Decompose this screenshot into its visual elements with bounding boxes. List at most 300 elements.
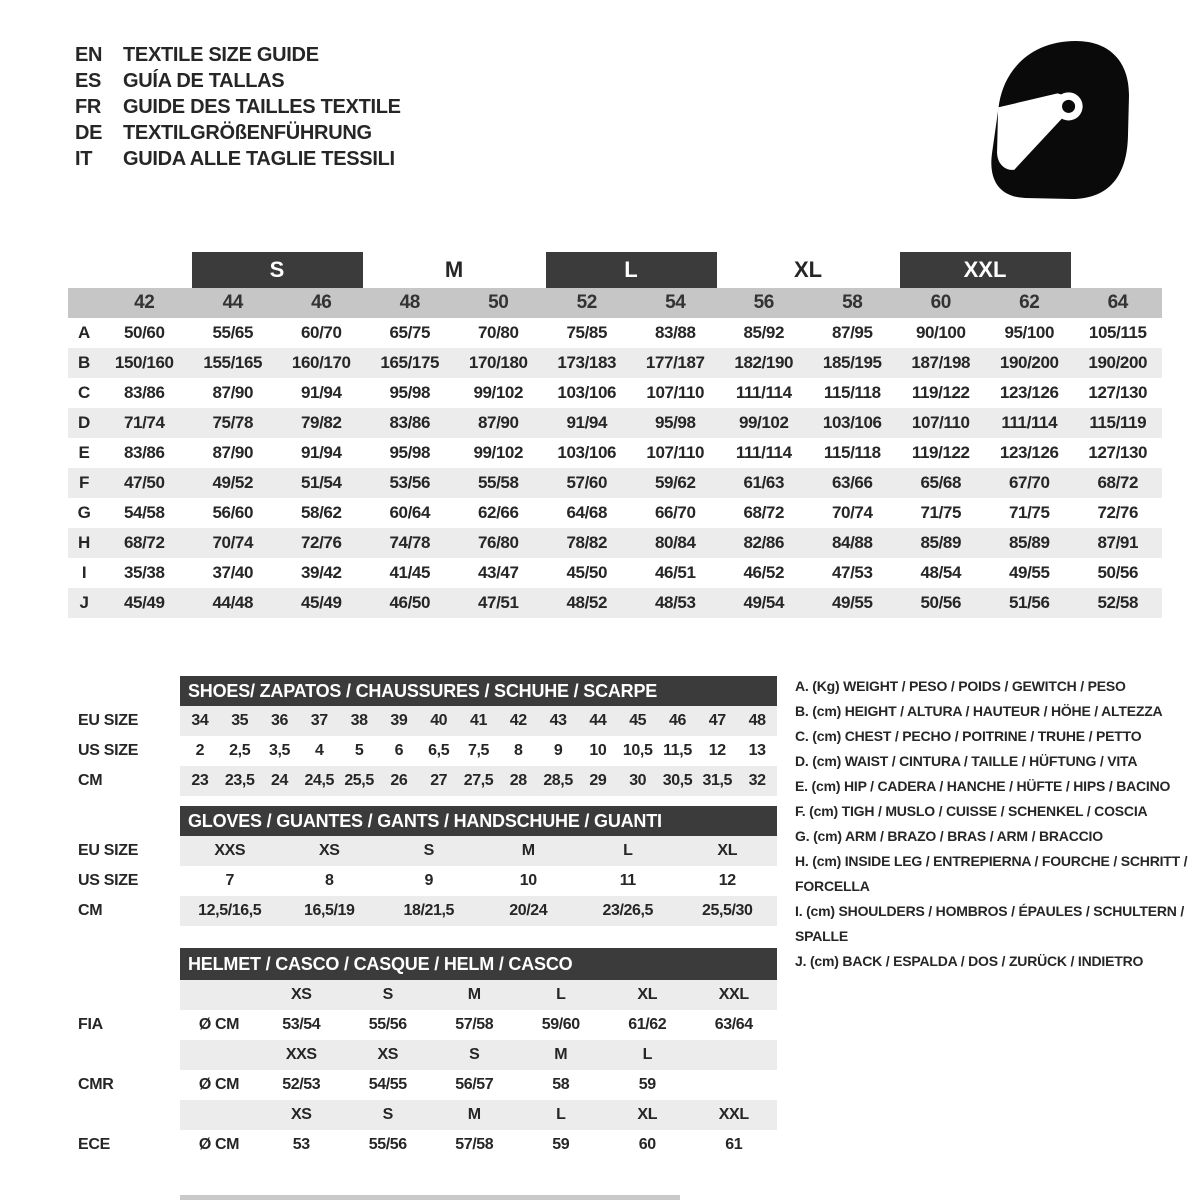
size-value: 182/190	[734, 353, 794, 372]
numeric-size: 46	[311, 292, 332, 313]
side-spacer	[78, 1040, 180, 1070]
side-label-cm: CM	[78, 772, 103, 789]
size-label: S	[382, 1106, 393, 1123]
size-value: 57/58	[455, 1136, 494, 1153]
size-value: 111/114	[1001, 413, 1058, 432]
size-value: 31,5	[702, 772, 733, 789]
gloves-side-labels	[78, 806, 180, 926]
title-bar-spacer	[78, 806, 180, 836]
guide-title-it: GUIDA ALLE TAGLIE TESSILI	[123, 147, 395, 170]
size-value: 95/100	[1004, 323, 1055, 342]
helmet-size-row	[180, 980, 777, 1010]
size-value: 45/49	[300, 593, 342, 612]
size-value: 111/114	[735, 383, 792, 402]
size-value: 46	[668, 712, 686, 729]
size-value: 177/187	[645, 353, 705, 372]
size-value: 46/50	[389, 593, 431, 612]
size-value: 111/114	[735, 443, 792, 462]
measurement-row-b	[68, 348, 1162, 378]
row-label: H	[78, 533, 90, 552]
size-value: 10,5	[622, 742, 653, 759]
size-value: 37/40	[212, 563, 254, 582]
helmet-size-row	[180, 1100, 777, 1130]
size-value: 27	[430, 772, 448, 789]
size-value: 99/102	[738, 413, 789, 432]
size-value: 83/86	[123, 383, 165, 402]
size-value: 12,5/16,5	[198, 902, 262, 919]
helmet-side-labels	[78, 948, 180, 1160]
shoes-side-labels	[78, 676, 180, 796]
size-value: 48/52	[566, 593, 608, 612]
size-group-l: L	[546, 252, 717, 288]
unit-spacer	[180, 980, 258, 1010]
size-label: XS	[290, 1106, 312, 1123]
row-label: B	[78, 353, 90, 372]
size-value: 34	[191, 712, 209, 729]
size-value: 66/70	[654, 503, 696, 522]
main-size-table	[68, 252, 1162, 618]
size-value: XXS	[214, 842, 246, 859]
size-label: XXL	[718, 1106, 749, 1123]
size-value: 95/98	[389, 443, 431, 462]
size-value: 103/106	[557, 443, 617, 462]
size-value: 80/84	[654, 533, 696, 552]
size-value: 53	[292, 1136, 310, 1153]
size-value: 83/88	[654, 323, 696, 342]
size-value: 25,5/30	[701, 902, 753, 919]
size-value: 7	[225, 872, 234, 889]
size-value: 75/85	[566, 323, 608, 342]
side-label-us-size: US SIZE	[78, 742, 139, 759]
measurement-row-d	[68, 408, 1162, 438]
size-value: 63/64	[714, 1016, 753, 1033]
size-value: 59/60	[541, 1016, 580, 1033]
measurement-row-h	[68, 528, 1162, 558]
language-code: ES	[75, 69, 102, 92]
size-value: 70/74	[212, 533, 254, 552]
size-value: 32	[748, 772, 766, 789]
size-value: 68/72	[123, 533, 165, 552]
size-value: 79/82	[300, 413, 342, 432]
size-value: 84/88	[831, 533, 873, 552]
side-spacer	[78, 1100, 180, 1130]
helmet-section	[78, 948, 777, 1160]
size-value: 2,5	[229, 742, 251, 759]
title-bar-spacer	[78, 676, 180, 706]
side-label-cm: CM	[78, 902, 103, 919]
table-row	[180, 836, 777, 866]
size-value: 39	[390, 712, 408, 729]
unit-label: Ø CM	[198, 1136, 240, 1153]
size-value: 10	[519, 872, 537, 889]
numeric-size: 62	[1019, 292, 1040, 313]
size-value: 39/42	[300, 563, 342, 582]
guide-title-de: TEXTILGRÖßENFÜHRUNG	[123, 121, 372, 144]
legend-item: A. (Kg) WEIGHT / PESO / POIDS / GEWITCH / PESO	[795, 678, 1126, 694]
size-value: 85/89	[1008, 533, 1050, 552]
size-value: 12	[708, 742, 726, 759]
size-label: XXS	[285, 1046, 317, 1063]
language-code: FR	[75, 95, 102, 118]
size-value: 10	[589, 742, 607, 759]
language-code: IT	[75, 147, 93, 170]
size-value: 3,5	[268, 742, 291, 759]
size-value: 24,5	[304, 772, 335, 789]
row-label: I	[81, 563, 87, 582]
size-value: 71/75	[1008, 503, 1050, 522]
size-64-spacer	[1074, 252, 1163, 288]
numeric-size: 54	[665, 292, 686, 313]
size-value: 64/68	[566, 503, 608, 522]
numeric-size: 50	[488, 292, 509, 313]
numeric-size: 64	[1107, 292, 1128, 313]
measurement-row-e	[68, 438, 1162, 468]
size-value: 50/60	[123, 323, 165, 342]
size-value: 115/118	[823, 383, 881, 402]
numeric-size: 52	[576, 292, 597, 313]
size-value: 173/183	[557, 353, 617, 372]
size-value: 78/82	[566, 533, 608, 552]
size-value: 45	[629, 712, 647, 729]
size-value: 45/50	[566, 563, 608, 582]
size-value: 115/118	[823, 443, 881, 462]
size-value: 105/115	[1088, 323, 1147, 342]
racing-helmet-icon	[978, 36, 1136, 204]
size-value: 87/91	[1097, 533, 1139, 552]
size-value: 41	[469, 712, 487, 729]
size-label: XL	[637, 986, 658, 1003]
size-value: 45/49	[123, 593, 165, 612]
size-value: 91/94	[300, 383, 342, 402]
size-value: 11	[619, 872, 636, 889]
size-value: 107/110	[646, 443, 705, 462]
size-value: 55/56	[368, 1136, 407, 1153]
legend-item: H. (cm) INSIDE LEG / ENTREPIERNA / FOURCHE / SCHRITT / FORCELLA	[795, 853, 1188, 894]
size-value: 23/26,5	[602, 902, 654, 919]
size-value: 74/78	[389, 533, 431, 552]
size-value: 76/80	[477, 533, 519, 552]
size-value: 155/165	[203, 353, 263, 372]
measurement-row-c	[68, 378, 1162, 408]
size-value: 40	[430, 712, 448, 729]
size-value: 42	[509, 712, 527, 729]
size-value: 87/90	[212, 383, 254, 402]
size-value: 55/56	[368, 1016, 407, 1033]
cropped-next-table-edge	[180, 1195, 680, 1200]
size-value: 67/70	[1008, 473, 1050, 492]
size-value: 46/51	[654, 563, 696, 582]
legend-item: J. (cm) BACK / ESPALDA / DOS / ZURÜCK / INDIETRO	[795, 953, 1144, 969]
size-value: 43/47	[477, 563, 519, 582]
size-value: 9	[553, 742, 563, 759]
size-value: 190/200	[1088, 353, 1148, 372]
shoes-table	[180, 676, 777, 796]
row-label: E	[78, 443, 90, 462]
size-value: 53/56	[389, 473, 431, 492]
size-value: 160/170	[291, 353, 351, 372]
size-value: 49/52	[212, 473, 254, 492]
helmet-title-bar: HELMET / CASCO / CASQUE / HELM / CASCO	[180, 948, 777, 980]
legend-item: D. (cm) WAIST / CINTURA / TAILLE / HÜFTUNG / VITA	[795, 753, 1138, 769]
size-value: 53/54	[282, 1016, 321, 1033]
size-label: L	[642, 1046, 652, 1063]
size-value: 87/90	[212, 443, 254, 462]
size-value: 24	[270, 772, 288, 789]
standard-label-cmr: CMR	[78, 1076, 114, 1093]
row-label: F	[79, 473, 89, 492]
table-row	[180, 736, 777, 766]
size-value: 115/119	[1089, 413, 1147, 432]
measurement-row-f	[68, 468, 1162, 498]
size-value: 5	[354, 742, 364, 759]
legend-item: B. (cm) HEIGHT / ALTURA / HAUTEUR / HÖHE / ALTEZZA	[795, 703, 1163, 719]
size-value: 4	[315, 742, 324, 759]
size-group-s: S	[192, 252, 363, 288]
size-value: 6	[394, 742, 404, 759]
size-value: 51/54	[300, 473, 342, 492]
size-value: 54/58	[123, 503, 165, 522]
size-value: 52/58	[1097, 593, 1139, 612]
size-value: 9	[424, 872, 433, 889]
size-value: 68/72	[743, 503, 785, 522]
size-value: 30,5	[662, 772, 693, 789]
size-value: 23,5	[224, 772, 255, 789]
gloves-table	[180, 806, 777, 926]
side-label-eu-size: EU SIZE	[78, 842, 139, 859]
row-label: G	[77, 503, 91, 522]
language-code: DE	[75, 121, 103, 144]
size-value: 47	[708, 712, 726, 729]
size-value: 56/57	[455, 1076, 494, 1093]
size-value: 127/130	[1088, 383, 1148, 402]
size-label: S	[382, 986, 393, 1003]
size-value: 49/55	[1008, 563, 1050, 582]
size-value: 27,5	[463, 772, 494, 789]
size-value: 43	[549, 712, 567, 729]
size-value: 70/74	[831, 503, 873, 522]
title-bar-spacer	[78, 948, 180, 980]
size-value: 60/70	[300, 323, 342, 342]
size-value: 68/72	[1097, 473, 1139, 492]
size-value: 37	[310, 712, 328, 729]
size-value: 44	[589, 712, 607, 729]
size-label: XS	[290, 986, 312, 1003]
size-value: 18/21,5	[403, 902, 455, 919]
side-spacer	[78, 980, 180, 1010]
size-value: 59/62	[654, 473, 696, 492]
size-value: 55/58	[477, 473, 519, 492]
guide-title-en: TEXTILE SIZE GUIDE	[123, 43, 319, 66]
table-row	[180, 896, 777, 926]
size-value: 47/53	[831, 563, 873, 582]
row-label: A	[78, 323, 90, 342]
row-label: D	[78, 413, 90, 432]
size-value: 38	[350, 712, 368, 729]
size-value: 70/80	[477, 323, 519, 342]
shoes-section	[78, 676, 777, 796]
row-label: C	[78, 383, 90, 402]
size-value: 50/56	[920, 593, 962, 612]
size-value: 65/75	[389, 323, 431, 342]
size-value: 56/60	[212, 503, 254, 522]
language-line	[75, 42, 401, 68]
size-value: 8	[514, 742, 523, 759]
size-value: 123/126	[999, 443, 1059, 462]
size-value: 91/94	[566, 413, 608, 432]
size-value: XL	[717, 842, 738, 859]
size-value: 20/24	[509, 902, 548, 919]
size-value: M	[521, 842, 535, 859]
size-value: 83/86	[389, 413, 431, 432]
size-group-header-row	[68, 252, 1162, 288]
size-value: 58	[552, 1076, 570, 1093]
table-row	[180, 766, 777, 796]
size-value: 26	[390, 772, 408, 789]
numeric-size: 42	[134, 292, 155, 313]
size-42-spacer	[100, 252, 189, 288]
size-value: 103/106	[822, 413, 882, 432]
size-value: 72/76	[300, 533, 342, 552]
size-value: 99/102	[473, 443, 524, 462]
size-value: 62/66	[477, 503, 519, 522]
size-value: 187/198	[911, 353, 971, 372]
size-group-xl: XL	[793, 257, 823, 282]
numeric-size: 58	[842, 292, 863, 313]
helmet-table	[180, 948, 777, 1160]
helmet-value-row	[180, 1130, 777, 1160]
helmet-value-row	[180, 1070, 777, 1100]
size-value: 11,5	[663, 742, 692, 759]
size-group-m: M	[444, 257, 464, 282]
size-value: 71/74	[123, 413, 165, 432]
numeric-size: 44	[222, 292, 243, 313]
size-value: L	[623, 842, 633, 859]
size-value: 107/110	[911, 413, 970, 432]
size-value: 87/95	[831, 323, 873, 342]
size-value: 57/60	[566, 473, 608, 492]
size-value: 48/54	[920, 563, 962, 582]
guide-title-fr: GUIDE DES TAILLES TEXTILE	[123, 95, 401, 118]
size-value: 95/98	[654, 413, 696, 432]
unit-spacer	[180, 1100, 258, 1130]
legend-item: C. (cm) CHEST / PECHO / POITRINE / TRUHE / PETTO	[795, 728, 1142, 744]
size-value: 54/55	[368, 1076, 407, 1093]
row-label-spacer	[68, 288, 100, 318]
size-value: 48/53	[654, 593, 696, 612]
size-value: 8	[325, 872, 334, 889]
side-label-eu-size: EU SIZE	[78, 712, 139, 729]
unit-spacer	[180, 1040, 258, 1070]
size-value: 61	[725, 1136, 743, 1153]
size-value: 61/62	[628, 1016, 667, 1033]
size-value: 13	[748, 742, 766, 759]
gloves-title-bar: GLOVES / GUANTES / GANTS / HANDSCHUHE / GUANTI	[180, 806, 777, 836]
size-value: 2	[195, 742, 205, 759]
size-value: 41/45	[389, 563, 431, 582]
legend-item: E. (cm) HIP / CADERA / HANCHE / HÜFTE / HIPS / BACINO	[795, 778, 1171, 794]
size-label: L	[556, 1106, 566, 1123]
size-value: 185/195	[822, 353, 882, 372]
size-value: 35	[231, 712, 249, 729]
size-label: M	[554, 1046, 568, 1063]
size-label: L	[556, 986, 566, 1003]
helmet-size-row	[180, 1040, 777, 1070]
size-value: 49/54	[743, 593, 785, 612]
measurement-row-j	[68, 588, 1162, 618]
language-title-list	[75, 42, 401, 172]
numeric-size: 56	[753, 292, 774, 313]
size-value: 103/106	[557, 383, 617, 402]
size-value: 7,5	[467, 742, 490, 759]
size-value: 48	[748, 712, 766, 729]
size-value: 87/90	[477, 413, 519, 432]
size-value: 90/100	[915, 323, 966, 342]
size-value: 23	[191, 772, 209, 789]
table-row	[180, 706, 777, 736]
size-value: 63/66	[831, 473, 873, 492]
size-label: M	[467, 986, 481, 1003]
size-value: 91/94	[300, 443, 342, 462]
size-label: M	[467, 1106, 481, 1123]
shoes-title-bar: SHOES/ ZAPATOS / CHAUSSURES / SCHUHE / SCARPE	[180, 676, 777, 706]
legend-item: G. (cm) ARM / BRAZO / BRAS / ARM / BRACCIO	[795, 828, 1103, 844]
size-value: 119/122	[911, 383, 970, 402]
size-value: 165/175	[380, 353, 440, 372]
size-value: 99/102	[473, 383, 524, 402]
size-label: XL	[637, 1106, 658, 1123]
size-value	[691, 1070, 778, 1100]
size-value: 46/52	[743, 563, 785, 582]
size-value: 28,5	[543, 772, 573, 789]
row-label: J	[79, 593, 89, 612]
language-line	[75, 120, 401, 146]
size-value: 61/63	[743, 473, 785, 492]
language-line	[75, 94, 401, 120]
size-value: 85/92	[743, 323, 785, 342]
size-value: 83/86	[123, 443, 165, 462]
size-value: 190/200	[999, 353, 1059, 372]
size-value: 119/122	[911, 443, 970, 462]
size-value: 59	[552, 1136, 570, 1153]
size-value: 47/50	[123, 473, 165, 492]
size-value: 150/160	[114, 353, 174, 372]
guide-title-es: GUÍA DE TALLAS	[123, 69, 285, 92]
size-value: 29	[589, 772, 607, 789]
size-value: 6,5	[428, 742, 450, 759]
helmet-value-row	[180, 1010, 777, 1040]
size-value: 16,5/19	[303, 902, 355, 919]
language-line	[75, 68, 401, 94]
size-value: 52/53	[282, 1076, 321, 1093]
legend-item: F. (cm) TIGH / MUSLO / CUISSE / SCHENKEL / COSCIA	[795, 803, 1148, 819]
table-row	[180, 866, 777, 896]
unit-label: Ø CM	[198, 1016, 240, 1033]
standard-label-fia: FIA	[78, 1016, 103, 1033]
size-value: 44/48	[212, 593, 254, 612]
side-label-us-size: US SIZE	[78, 872, 139, 889]
size-group-xxl: XXL	[900, 252, 1071, 288]
size-label: XS	[377, 1046, 399, 1063]
size-value: 28	[509, 772, 527, 789]
size-value: 35/38	[123, 563, 165, 582]
language-line	[75, 146, 401, 172]
numeric-size: 60	[930, 292, 951, 313]
size-value: 59	[638, 1076, 656, 1093]
size-value: S	[423, 842, 434, 859]
numeric-size: 48	[399, 292, 420, 313]
size-value: 50/56	[1097, 563, 1139, 582]
size-value: XS	[318, 842, 340, 859]
